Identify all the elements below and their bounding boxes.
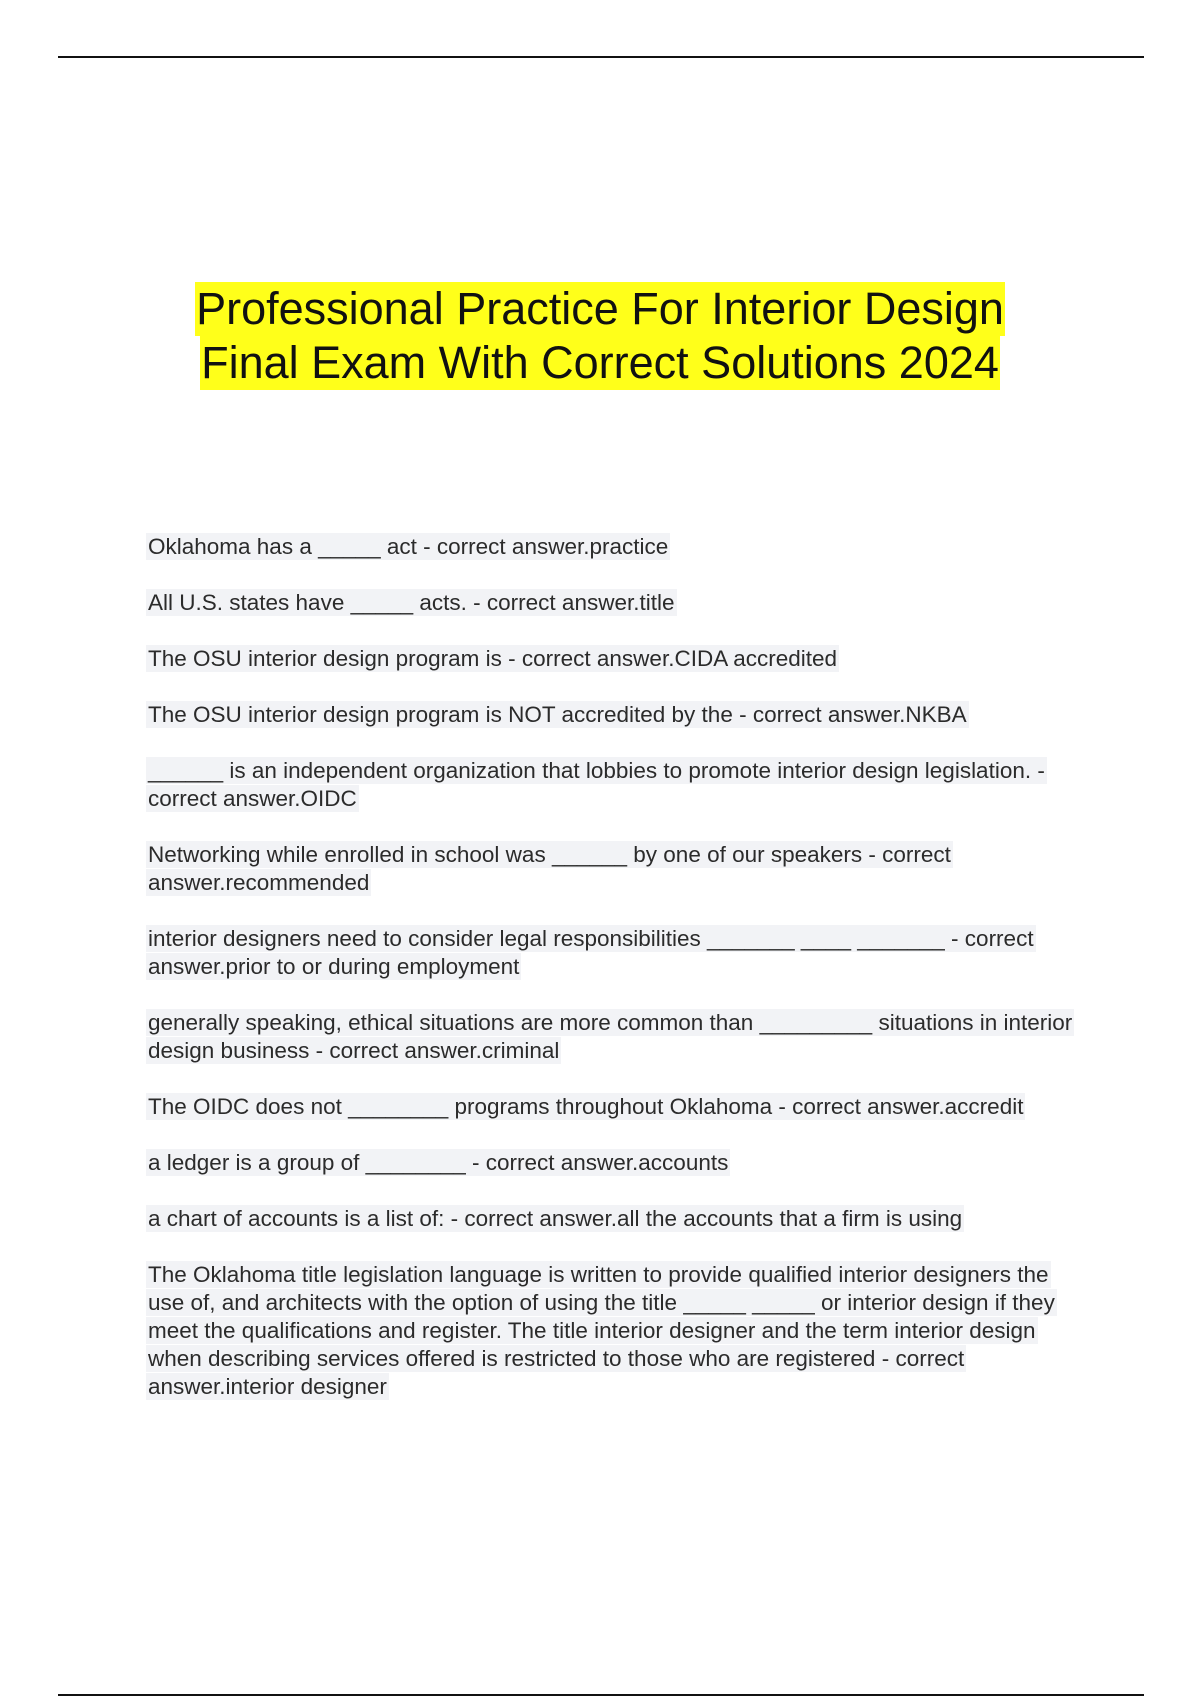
qa-item: The OSU interior design program is NOT accredited by the - correct answer.NKBA xyxy=(148,702,967,727)
top-rule xyxy=(58,56,1144,58)
qa-item: Oklahoma has a _____ act - correct answer.practice xyxy=(148,534,669,559)
qa-item: interior designers need to consider legal responsibilities _______ ____ _______ - correct answer.prior to or during employment xyxy=(148,926,1034,979)
title-line-1: Professional Practice For Interior Design xyxy=(196,283,1004,334)
title-line-2: Final Exam With Correct Solutions 2024 xyxy=(201,337,999,388)
qa-item: Networking while enrolled in school was ______ by one of our speakers - correct answer.recommended xyxy=(148,842,951,895)
qa-item: generally speaking, ethical situations are more common than _________ situations in interior design business - correct answer.criminal xyxy=(148,1010,1073,1063)
qa-list xyxy=(146,533,1086,1429)
qa-item: The OSU interior design program is - correct answer.CIDA accredited xyxy=(148,646,838,671)
qa-item: a ledger is a group of ________ - correct answer.accounts xyxy=(148,1150,729,1175)
bottom-rule xyxy=(58,1694,1144,1696)
document-title xyxy=(0,282,1200,390)
qa-item: a chart of accounts is a list of: - correct answer.all the accounts that a firm is using xyxy=(148,1206,963,1231)
qa-item: The OIDC does not ________ programs throughout Oklahoma - correct answer.accredit xyxy=(148,1094,1024,1119)
qa-item: The Oklahoma title legislation language is written to provide qualified interior designers the use of, and architects with the option of using the title _____ _____ or interior design if they meet the qualifications and register. The title interior designer and the term interior design when describing services offered is restricted to those who are registered - correct answer.interior designer xyxy=(148,1262,1055,1399)
qa-item: All U.S. states have _____ acts. - correct answer.title xyxy=(148,590,675,615)
qa-item: ______ is an independent organization that lobbies to promote interior design legislation. - correct answer.OIDC xyxy=(148,758,1045,811)
